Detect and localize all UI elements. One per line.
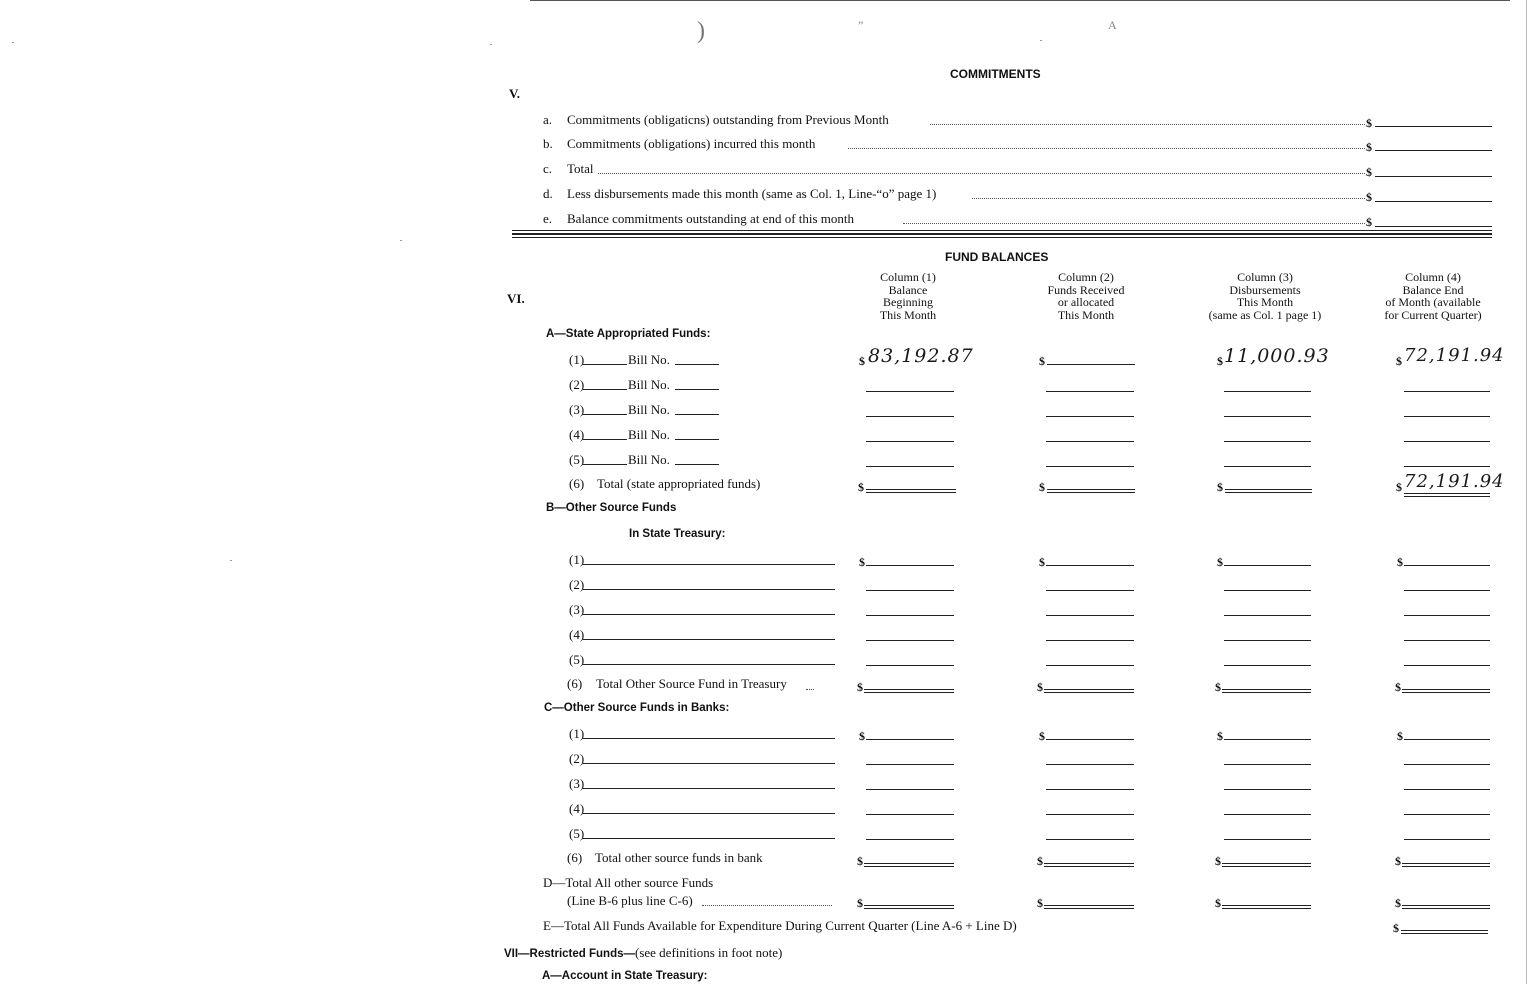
row-number: (6) [567, 676, 583, 691]
amount-field[interactable] [1404, 789, 1490, 790]
commitments-title: COMMITMENTS [950, 67, 1041, 81]
currency-sign: $ [857, 896, 863, 910]
blank-field[interactable] [583, 364, 627, 365]
amount-field[interactable] [866, 839, 954, 840]
row-number: (5) [569, 826, 585, 841]
currency-sign: $ [1217, 354, 1223, 368]
currency-sign: $ [1366, 190, 1372, 204]
currency-sign: $ [857, 854, 863, 868]
restricted-funds-title: VII—Restricted Funds— [504, 948, 635, 960]
amount-field[interactable] [866, 640, 954, 641]
amount-field[interactable] [866, 615, 954, 616]
currency-sign: $ [1395, 896, 1401, 910]
amount-field[interactable] [1046, 615, 1134, 616]
amount-field[interactable] [1046, 416, 1134, 417]
amount-field[interactable] [866, 789, 954, 790]
amount-field[interactable] [1404, 814, 1490, 815]
amount-field[interactable] [1224, 739, 1311, 740]
currency-sign: $ [1217, 555, 1223, 569]
leader-dots [598, 173, 1365, 174]
account-state-treasury-heading: A—Account in State Treasury: [542, 970, 708, 982]
currency-sign: $ [1215, 896, 1221, 910]
line-letter: c. [543, 161, 553, 176]
row-number: (6) [569, 476, 585, 491]
bill-number-field[interactable] [675, 439, 719, 440]
amount-field[interactable] [1224, 416, 1311, 417]
row-label: Total (state appropriated funds) [597, 476, 761, 491]
column-header-4: Column (4) Balance End of Month (available for Current Quarter) [1384, 270, 1482, 322]
bill-number-field[interactable] [675, 464, 719, 465]
currency-sign: $ [1039, 729, 1045, 743]
description-field[interactable] [583, 838, 835, 839]
amount-field[interactable] [866, 590, 954, 591]
amount-field[interactable] [1046, 640, 1134, 641]
amount-field[interactable] [1404, 590, 1490, 591]
amount-field[interactable] [1224, 441, 1311, 442]
total-other-source-sublabel: (Line B-6 plus line C-6) [567, 893, 693, 908]
amount-field[interactable] [1224, 466, 1311, 467]
in-state-treasury-subheading: In State Treasury: [629, 528, 726, 540]
row-number: (4) [569, 427, 585, 442]
description-field[interactable] [583, 813, 835, 814]
currency-sign: $ [1037, 854, 1043, 868]
total-field[interactable] [1044, 863, 1134, 867]
leader-dots [930, 124, 1365, 125]
amount-field[interactable] [1404, 416, 1490, 417]
amount-field[interactable] [866, 466, 954, 467]
currency-sign: $ [859, 354, 865, 368]
row-number: (2) [569, 751, 585, 766]
row-number: (4) [569, 627, 585, 642]
amount-field[interactable] [1375, 126, 1492, 127]
restricted-funds-note: (see definitions in foot note) [635, 945, 783, 960]
amount-field[interactable] [1375, 176, 1492, 177]
currency-sign: $ [1037, 896, 1043, 910]
blank-field[interactable] [583, 464, 627, 465]
description-field[interactable] [583, 763, 835, 764]
amount-field[interactable] [1404, 640, 1490, 641]
row-label: Total Other Source Fund in Treasury [596, 676, 787, 691]
currency-sign: $ [1215, 680, 1221, 694]
amount-field[interactable] [1224, 391, 1311, 392]
line-letter: d. [543, 186, 553, 201]
description-field[interactable] [583, 639, 835, 640]
bill-label: Bill No. [628, 352, 670, 367]
speck [12, 42, 14, 43]
leader-dots [702, 905, 832, 906]
bill-label: Bill No. [628, 402, 670, 417]
total-field[interactable] [1404, 493, 1490, 497]
currency-sign: $ [1396, 354, 1402, 368]
total-field[interactable] [864, 689, 954, 693]
blank-field[interactable] [583, 414, 627, 415]
currency-sign: $ [1215, 854, 1221, 868]
currency-sign: $ [1039, 555, 1045, 569]
amount-field[interactable] [1224, 615, 1311, 616]
description-field[interactable] [583, 738, 835, 739]
bill-number-field[interactable] [675, 414, 719, 415]
amount-field[interactable] [1404, 466, 1490, 467]
currency-sign: $ [1397, 555, 1403, 569]
amount-field[interactable] [1046, 565, 1134, 566]
total-field[interactable] [1047, 489, 1135, 493]
bill-label: Bill No. [628, 452, 670, 467]
description-field[interactable] [583, 664, 835, 665]
row-number: (3) [569, 402, 585, 417]
total-field[interactable] [864, 863, 954, 867]
total-field[interactable] [1222, 863, 1311, 867]
amount-field[interactable] [1224, 640, 1311, 641]
amount-field[interactable] [1404, 839, 1490, 840]
amount-field[interactable] [866, 441, 954, 442]
row-label: Total other source funds in bank [595, 850, 763, 865]
currency-sign: $ [1366, 116, 1372, 130]
handwritten-value: 83,192.87 [868, 345, 974, 367]
currency-sign: $ [859, 729, 865, 743]
speck [400, 240, 402, 241]
amount-field[interactable] [1046, 590, 1134, 591]
line-letter: e. [543, 211, 553, 226]
amount-field[interactable] [866, 565, 954, 566]
currency-sign: $ [1396, 480, 1402, 494]
bill-label: Bill No. [628, 427, 670, 442]
line-text: Commitments (obligations) incurred this month [567, 136, 816, 151]
bill-number-field[interactable] [675, 364, 719, 365]
page-edge [1526, 0, 1527, 984]
amount-field[interactable] [1404, 665, 1490, 666]
currency-sign: $ [1395, 680, 1401, 694]
description-field[interactable] [583, 788, 835, 789]
currency-sign: $ [859, 555, 865, 569]
handwritten-value: 72,191.94 [1404, 471, 1505, 492]
leader-dots [848, 148, 1365, 149]
amount-field[interactable] [1404, 764, 1490, 765]
line-text: Balance commitments outstanding at end of this month [567, 211, 855, 226]
total-field[interactable] [1044, 689, 1134, 693]
section-v-number: V. [509, 86, 520, 101]
blank-field[interactable] [583, 439, 627, 440]
currency-sign: $ [1366, 140, 1372, 154]
row-number: (5) [569, 452, 585, 467]
column-header-2: Column (2) Funds Received or allocated This Month [1047, 270, 1125, 322]
total-field[interactable] [1222, 689, 1311, 693]
row-number: (1) [569, 552, 585, 567]
handwritten-value: 11,000.93 [1224, 345, 1330, 367]
row-number: (3) [569, 776, 585, 791]
description-field[interactable] [583, 614, 835, 615]
amount-field[interactable] [866, 814, 954, 815]
amount-field[interactable] [866, 739, 954, 740]
row-number: (2) [569, 377, 585, 392]
description-field[interactable] [583, 589, 835, 590]
currency-sign: $ [1397, 729, 1403, 743]
speck [490, 44, 492, 45]
amount-field[interactable] [1046, 665, 1134, 666]
total-field[interactable] [1225, 489, 1312, 493]
stray-mark: ) [697, 18, 705, 44]
total-field[interactable] [1222, 905, 1311, 909]
bill-label: Bill No. [628, 377, 670, 392]
amount-field[interactable] [1047, 364, 1135, 365]
total-field[interactable] [1402, 863, 1490, 867]
amount-field[interactable] [1046, 764, 1134, 765]
banks-heading: C—Other Source Funds in Banks: [544, 702, 730, 714]
amount-field[interactable] [1375, 201, 1492, 202]
currency-sign: $ [1217, 729, 1223, 743]
line-text: Less disbursements made this month (same as Col. 1, Line-“o” page 1) [567, 186, 937, 201]
amount-field[interactable] [1046, 789, 1134, 790]
amount-field[interactable] [1224, 814, 1311, 815]
currency-sign: $ [857, 680, 863, 694]
amount-field[interactable] [1404, 615, 1490, 616]
blank-field[interactable] [583, 389, 627, 390]
total-field[interactable] [864, 905, 954, 909]
line-letter: b. [543, 136, 553, 151]
amount-field[interactable] [1046, 441, 1134, 442]
total-field[interactable] [1401, 930, 1488, 934]
row-number: (1) [569, 352, 585, 367]
amount-field[interactable] [866, 665, 954, 666]
row-number: (6) [567, 850, 583, 865]
amount-field[interactable] [1224, 590, 1311, 591]
currency-sign: $ [1039, 354, 1045, 368]
currency-sign: $ [1039, 480, 1045, 494]
amount-field[interactable] [1046, 391, 1134, 392]
speck [230, 560, 232, 561]
stray-mark: A [1108, 18, 1117, 32]
line-text: Commitments (obligaticns) outstanding from Previous Month [567, 112, 889, 127]
speck [1040, 40, 1042, 41]
other-source-heading: B—Other Source Funds [546, 502, 677, 514]
column-header-1: Column (1) Balance Beginning This Month [879, 270, 937, 322]
line-letter: a. [543, 112, 553, 127]
row-number: (1) [569, 726, 585, 741]
restricted-funds-heading [504, 944, 782, 962]
currency-sign: $ [1037, 680, 1043, 694]
amount-field[interactable] [1375, 226, 1492, 227]
state-appropriated-heading: A—State Appropriated Funds: [546, 328, 711, 340]
top-border [530, 0, 1510, 1]
currency-sign: $ [1217, 480, 1223, 494]
fund-balances-title: FUND BALANCES [945, 250, 1049, 264]
amount-field[interactable] [1224, 665, 1311, 666]
amount-field[interactable] [866, 391, 954, 392]
amount-field[interactable] [866, 764, 954, 765]
total-field[interactable] [1044, 905, 1134, 909]
amount-field[interactable] [1404, 441, 1490, 442]
section-divider [512, 234, 1492, 238]
currency-sign: $ [1393, 921, 1399, 935]
bill-number-field[interactable] [675, 389, 719, 390]
currency-sign: $ [1395, 854, 1401, 868]
amount-field[interactable] [1404, 391, 1490, 392]
amount-field[interactable] [1404, 739, 1490, 740]
currency-sign: $ [1366, 215, 1372, 229]
total-field[interactable] [1402, 905, 1490, 909]
total-all-funds-label: E—Total All Funds Available for Expenditure During Current Quarter (Line A-6 + Line D) [543, 918, 1017, 933]
amount-field[interactable] [1046, 839, 1134, 840]
handwritten-value: 72,191.94 [1404, 345, 1505, 366]
amount-field[interactable] [1224, 839, 1311, 840]
amount-field[interactable] [1224, 789, 1311, 790]
description-field[interactable] [583, 564, 835, 565]
total-other-source-label: D—Total All other source Funds [543, 875, 714, 890]
row-number: (3) [569, 602, 585, 617]
leader-dots [972, 198, 1365, 199]
row-number: (5) [569, 652, 585, 667]
amount-field[interactable] [1404, 565, 1490, 566]
amount-field[interactable] [866, 416, 954, 417]
amount-field[interactable] [1046, 739, 1134, 740]
total-field[interactable] [866, 489, 956, 493]
leader-dots [903, 223, 1365, 224]
row-number: (4) [569, 801, 585, 816]
section-vi-number: VI. [507, 291, 525, 306]
amount-field[interactable] [1224, 565, 1311, 566]
amount-field[interactable] [1046, 466, 1134, 467]
stray-mark: ” [858, 18, 864, 32]
row-number: (2) [569, 577, 585, 592]
total-field[interactable] [1402, 689, 1490, 693]
currency-sign: $ [858, 480, 864, 494]
line-text: Total [567, 161, 594, 176]
amount-field[interactable] [1375, 150, 1492, 151]
leader-dots [806, 689, 814, 690]
amount-field[interactable] [1224, 764, 1311, 765]
amount-field[interactable] [1046, 814, 1134, 815]
currency-sign: $ [1366, 165, 1372, 179]
column-header-3: Column (3) Disbursements This Month (same as Col. 1 page 1) [1208, 270, 1322, 322]
